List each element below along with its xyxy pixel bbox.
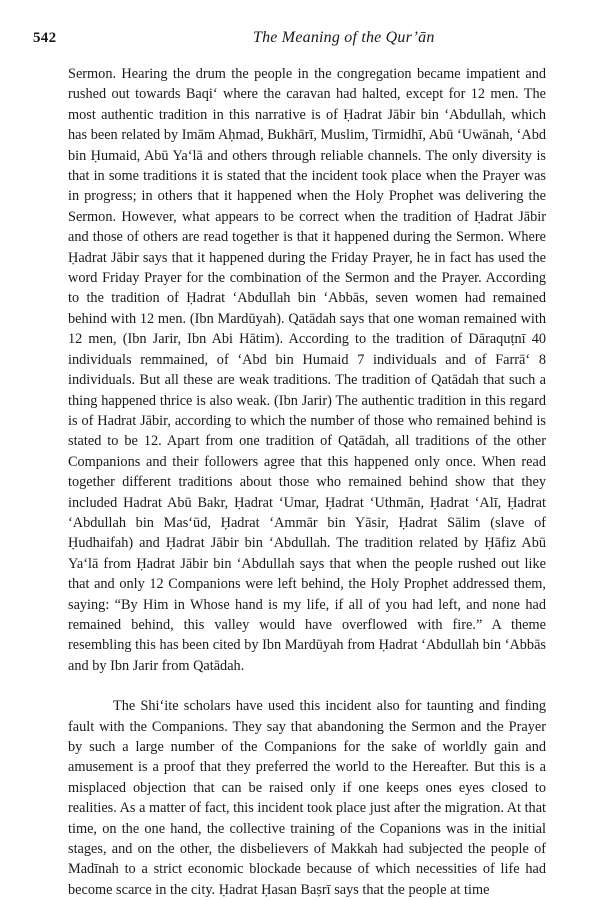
page-header <box>33 30 545 52</box>
running-title: The Meaning of the Qur’ān <box>253 29 435 46</box>
paragraph-continuation: Sermon. Hearing the drum the people in the congregation became impatient and rushed out towards Baqi‘ where the caravan had halted, except for 12 men. The most authentic tradition in this narrative is of Ḥadrat Jābir bin ‘Abdullah, which has been related by Imām Aḥmad, Bukhārī, Muslim, Tirmidhī, Abū ‘Uwānah, ‘Abd bin Ḥumaid, Abū Ya‘lā and others through reliable channels. The only diversity is that in some traditions it is stated that the incident took place when the Prayer was in progress; in others that it happened when the Holy Prophet was delivering the Sermon. However, what appears to be correct when the tradition of Ḥadrat Jābir and those of others are read together is that it happened during the Sermon. Where Ḥadrat Jābir says that it happened during the Friday Prayer, he in fact has used the word Friday Prayer for the combination of the Sermon and the Prayer. According to the tradition of Ḥadrat ‘Abdullah bin ‘Abbās, seven women had remained behind with 12 men. (Ibn Mardūyah). Qatādah says that one woman remained with 12 men, (Ibn Jarir, Ibn Abi Hātim). According to the tradition of Dāraquṭnī 40 individuals remmained, of ‘Abd bin Humaid 7 individuals and of Farrā‘ 8 individuals. But all these are weak traditions. The tradition of Qatādah that such a thing happened thrice is also weak. (Ibn Jarir) The authentic tradition in this regard is of Hadrat Jābir, according to which the number of those who remained behind is stated to be 12. Apart from one tradition of Qatādah, all traditions of the other Companions and their followers agree that this happened only once. When read together different traditions about those who remained behind show that they included Hadrat Abū Bakr, Ḥadrat ‘Umar, Ḥadrat ‘Uthmān, Ḥadrat ‘Alī, Ḥadrat ‘Abdullah bin Mas‘ūd, Ḥadrat ‘Ammār bin Yāsir, Ḥadrat Sālim (slave of Ḥudhaifah) and Ḥadrat Jābir bin ‘Abdullah. The tradition related by Ḥāfiz Abū Ya‘lā from Ḥadrat Jābir bin ‘Abdullah says that when the people rushed out like that and only 12 Companions were left behind, the Holy Prophet addressed them, saying: “By Him in Whose hand is my life, if all of you had left, and none had remained behind, this valley would have overflowed with fire.” A theme resembling this has been cited by Ibn Mardūyah from Ḥadrat ‘Abdullah bin ‘Abbās and by Ibn Jarir from Qatādah. <box>68 66 546 674</box>
paragraph-shiite-scholars: The Shi‘ite scholars have used this incident also for taunting and finding fault with the Companions. They say that abandoning the Sermon and the Prayer by such a large number of the Companions for the sake of worldly gain and amusement is a proof that they preferred the world to the Hereafter. But this is a misplaced objection that can be raised only if one keeps ones eyes closed to realities. As a matter of fact, this incident took place just after the migration. At that time, on the one hand, the collective training of the Copanions was in the initial stages, and on the other, the disbelievers of Makkah had subjected the people of Madīnah to a strict economic blockade because of which necessities of life had become scarce in the city. Ḥadrat Ḥasan Baṣrī says that the people at time <box>68 698 547 898</box>
page-number: 542 <box>33 30 57 46</box>
body-text <box>68 64 546 900</box>
